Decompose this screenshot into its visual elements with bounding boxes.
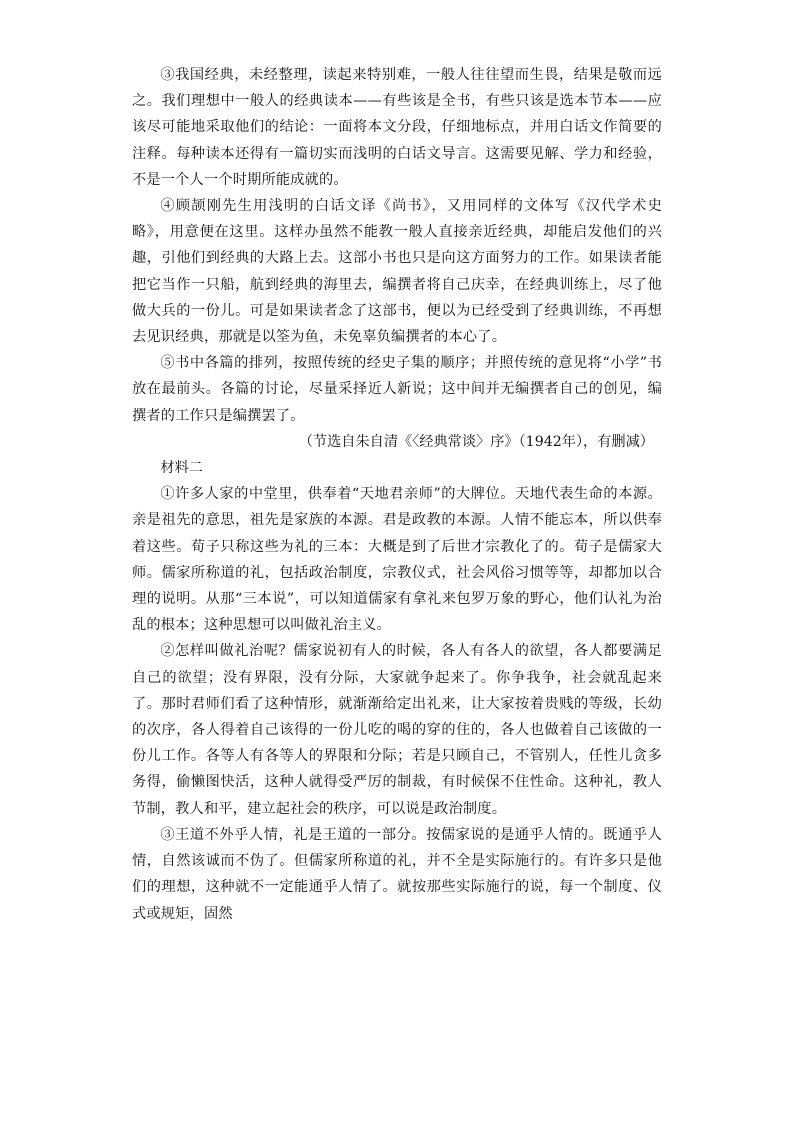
paragraph-4: ④顾颉刚先生用浅明的白话文译《尚书》，又用同样的文体写《汉代学术史略》，用意便在这里。这样办虽然不能教一般人直接亲近经典，却能启发他们的兴趣，引他们到经典的大路上去。这部小书也只是向这方面努力的工作。如果读者能把它当作一只船，航到经典的海里去，编撰者将自己庆幸，在经典训练上，尽了他做大兵的一份儿。可是如果读者念了这部书，便以为已经受到了经典训练，不再想去见识经典，那就是以筌为鱼，未免辜负编撰者的本心了。 — [132, 198, 662, 346]
paragraph-3: ③我国经典，未经整理，读起来特别难，一般人往往望而生畏，结果是敬而远之。我们理想中一般人的经典读本——有些该是全书，有些只该是选本节本——应该尽可能地采取他们的结论：一面将本文分段，仔细地标点，并用白话文作简要的注释。每种读本还得有一篇切实而浅明的白话文导言。这需要见解、学力和经验，不是一个人一个时期所能成就的。 — [132, 67, 662, 188]
material2-paragraph-1: ①许多人家的中堂里，供奉着“天地君亲师”的大牌位。天地代表生命的本源。亲是祖先的意思，祖先是家族的本源。君是政教的本源。人情不能忘本，所以供奉着这些。荀子只称这些为礼的三本：大概是到了后世才宗教化了的。荀子是儒家大师。儒家所称道的礼，包括政治制度，宗教仪式，社会风俗习惯等等，却都加以合理的说明。从那“三本说”，可以知道儒家有拿礼来包罗万象的野心，他们认礼为治乱的根本；这种思想可以叫做礼治主义。 — [132, 486, 662, 634]
material2-paragraph-3: ③王道不外乎人情，礼是王道的一部分。按儒家说的是通乎人情的。既通乎人情，自然该诚而不伪了。但儒家所称道的礼，并不全是实际施行的。有许多只是他们的理想，这种就不一定能通乎人情了。就按那些实际施行的说，每一个制度、仪式或规矩，固然 — [132, 826, 662, 922]
document-page — [132, 62, 662, 927]
material2-paragraph-2: ②怎样叫做礼治呢？儒家说初有人的时候，各人有各人的欲望，各人都要满足自己的欲望；没有界限，没有分际，大家就争起来了。你争我争，社会就乱起来了。那时君师们看了这种情形，就渐渐给定出礼来，让大家按着贵贱的等级，长幼的次序，各人得着自己该得的一份儿吃的喝的穿的住的，各人也做着自己该做的一份儿工作。各等人有各等人的界限和分际；若是只顾自己，不管别人，任性儿贪多务得，偷懒图快活，这种人就得受严厉的制裁，有时候保不住性命。这种礼，教人节制，教人和平，建立起社会的秩序，可以说是政治制度。 — [132, 643, 662, 817]
paragraph-5: ⑤书中各篇的排列，按照传统的经史子集的顺序；并照传统的意见将“小学”书放在最前头。各篇的讨论，尽量采择近人新说；这中间并无编撰者自己的创见，编撰者的工作只是编撰罢了。 — [132, 355, 662, 424]
material-label: 材料二 — [160, 460, 203, 477]
source-citation: （节选自朱自清《〈经典常谈〉序》（1942年），有删减） — [298, 433, 654, 450]
